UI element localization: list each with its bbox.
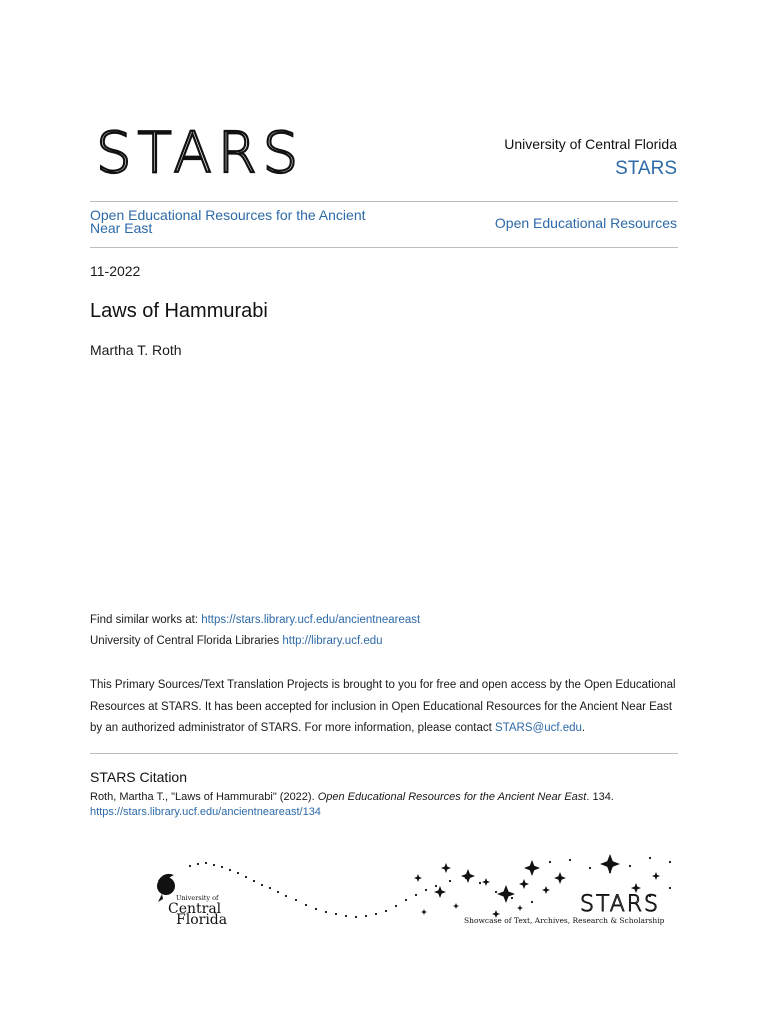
find-similar-link[interactable]: https://stars.library.ucf.edu/ancientneareast bbox=[201, 614, 421, 626]
star-dot bbox=[569, 859, 571, 861]
star-dot bbox=[277, 891, 279, 893]
star-dot bbox=[305, 904, 307, 906]
star-dot bbox=[229, 869, 231, 871]
access-statement-end: . bbox=[581, 722, 586, 734]
star-dot bbox=[531, 901, 533, 903]
star-dot bbox=[629, 865, 631, 867]
footer-stars-logo: STARS bbox=[580, 892, 660, 917]
libraries-line bbox=[90, 631, 383, 653]
star-dot bbox=[589, 867, 591, 869]
publication-date: 11-2022 bbox=[90, 263, 141, 279]
star-dot bbox=[197, 863, 199, 865]
star-dot bbox=[405, 899, 407, 901]
star-dot bbox=[205, 862, 207, 864]
star-dot bbox=[649, 857, 651, 859]
star-sparkle bbox=[441, 863, 451, 873]
access-statement-text: This Primary Sources/Text Translation Projects is brought to you for free and open access by the Open Educational Resources at STARS. It has been accepted for inclusion in Open Educational Resources for the Ancient Near East by an authorized administrator of STARS. For more information, please contact bbox=[90, 679, 676, 734]
collection-link[interactable]: Open Educational Resources for the Ancient Near East bbox=[90, 207, 366, 236]
ucf-pegasus-icon bbox=[157, 874, 175, 902]
access-statement bbox=[90, 675, 680, 740]
star-sparkle bbox=[497, 885, 515, 903]
footer-banner bbox=[150, 848, 680, 938]
citation-prefix: Roth, Martha T., "Laws of Hammurabi" (2022). bbox=[90, 791, 318, 803]
divider bbox=[90, 753, 678, 754]
star-dot bbox=[261, 884, 263, 886]
star-sparkle bbox=[421, 909, 427, 915]
star-dot bbox=[415, 894, 417, 896]
star-dot bbox=[495, 891, 497, 893]
citation-journal: Open Educational Resources for the Ancient Near East bbox=[317, 791, 587, 803]
find-similar-line bbox=[90, 610, 420, 632]
star-sparkle bbox=[453, 903, 459, 909]
star-sparkle bbox=[434, 886, 446, 898]
stars-logo bbox=[96, 118, 366, 188]
star-dot bbox=[315, 908, 317, 910]
star-dot bbox=[237, 872, 239, 874]
star-dot bbox=[221, 866, 223, 868]
star-dot bbox=[345, 915, 347, 917]
document-title: Laws of Hammurabi bbox=[90, 300, 268, 322]
libraries-link[interactable]: http://library.ucf.edu bbox=[282, 635, 383, 647]
university-name: University of Central Florida bbox=[504, 136, 677, 152]
star-dot bbox=[549, 861, 551, 863]
divider bbox=[90, 247, 678, 248]
star-dot bbox=[245, 876, 247, 878]
series-link[interactable]: Open Educational Resources bbox=[494, 215, 677, 231]
contact-email-link[interactable]: STARS@ucf.edu bbox=[495, 722, 582, 734]
star-dot bbox=[395, 905, 397, 907]
ucf-logo-line1: University of bbox=[176, 894, 219, 902]
star-sparkle bbox=[414, 874, 422, 882]
document-author: Martha T. Roth bbox=[90, 342, 182, 358]
star-sparkle bbox=[600, 854, 620, 874]
citation-suffix: . 134. bbox=[586, 791, 614, 803]
citation-text bbox=[90, 790, 614, 805]
citation-heading: STARS Citation bbox=[90, 769, 187, 785]
star-dot bbox=[449, 880, 451, 882]
libraries-label: University of Central Florida Libraries bbox=[90, 635, 283, 647]
star-sparkle bbox=[554, 872, 566, 884]
star-dot bbox=[189, 865, 191, 867]
star-sparkle bbox=[542, 886, 550, 894]
star-dot bbox=[479, 882, 481, 884]
star-dot bbox=[295, 899, 297, 901]
star-dot bbox=[669, 887, 671, 889]
star-dot bbox=[385, 910, 387, 912]
star-dot bbox=[269, 887, 271, 889]
star-dot bbox=[325, 911, 327, 913]
footer-tagline: Showcase of Text, Archives, Research & Scholarship bbox=[464, 916, 665, 925]
star-dot bbox=[285, 895, 287, 897]
find-similar-label: Find similar works at: bbox=[90, 614, 202, 626]
star-dot bbox=[511, 897, 513, 899]
star-dot bbox=[355, 916, 357, 918]
star-sparkle bbox=[652, 872, 660, 880]
star-dot bbox=[435, 885, 437, 887]
star-dot bbox=[375, 913, 377, 915]
star-dot bbox=[365, 915, 367, 917]
star-dot bbox=[669, 861, 671, 863]
star-sparkle bbox=[461, 869, 475, 883]
star-sparkle bbox=[519, 879, 529, 889]
ucf-logo-line2: Central bbox=[168, 901, 222, 917]
star-dot bbox=[425, 889, 427, 891]
star-sparkle bbox=[524, 860, 540, 876]
star-dot bbox=[253, 880, 255, 882]
stars-logo-text: STARS bbox=[96, 121, 305, 186]
star-sparkle bbox=[517, 905, 523, 911]
divider bbox=[90, 201, 678, 202]
ucf-logo-line3: Florida bbox=[176, 912, 228, 928]
star-dot bbox=[335, 913, 337, 915]
stars-link[interactable]: STARS bbox=[615, 158, 677, 179]
citation-link[interactable]: https://stars.library.ucf.edu/ancientneareast/134 bbox=[90, 806, 321, 818]
star-sparkle bbox=[482, 878, 490, 886]
star-dot bbox=[213, 864, 215, 866]
